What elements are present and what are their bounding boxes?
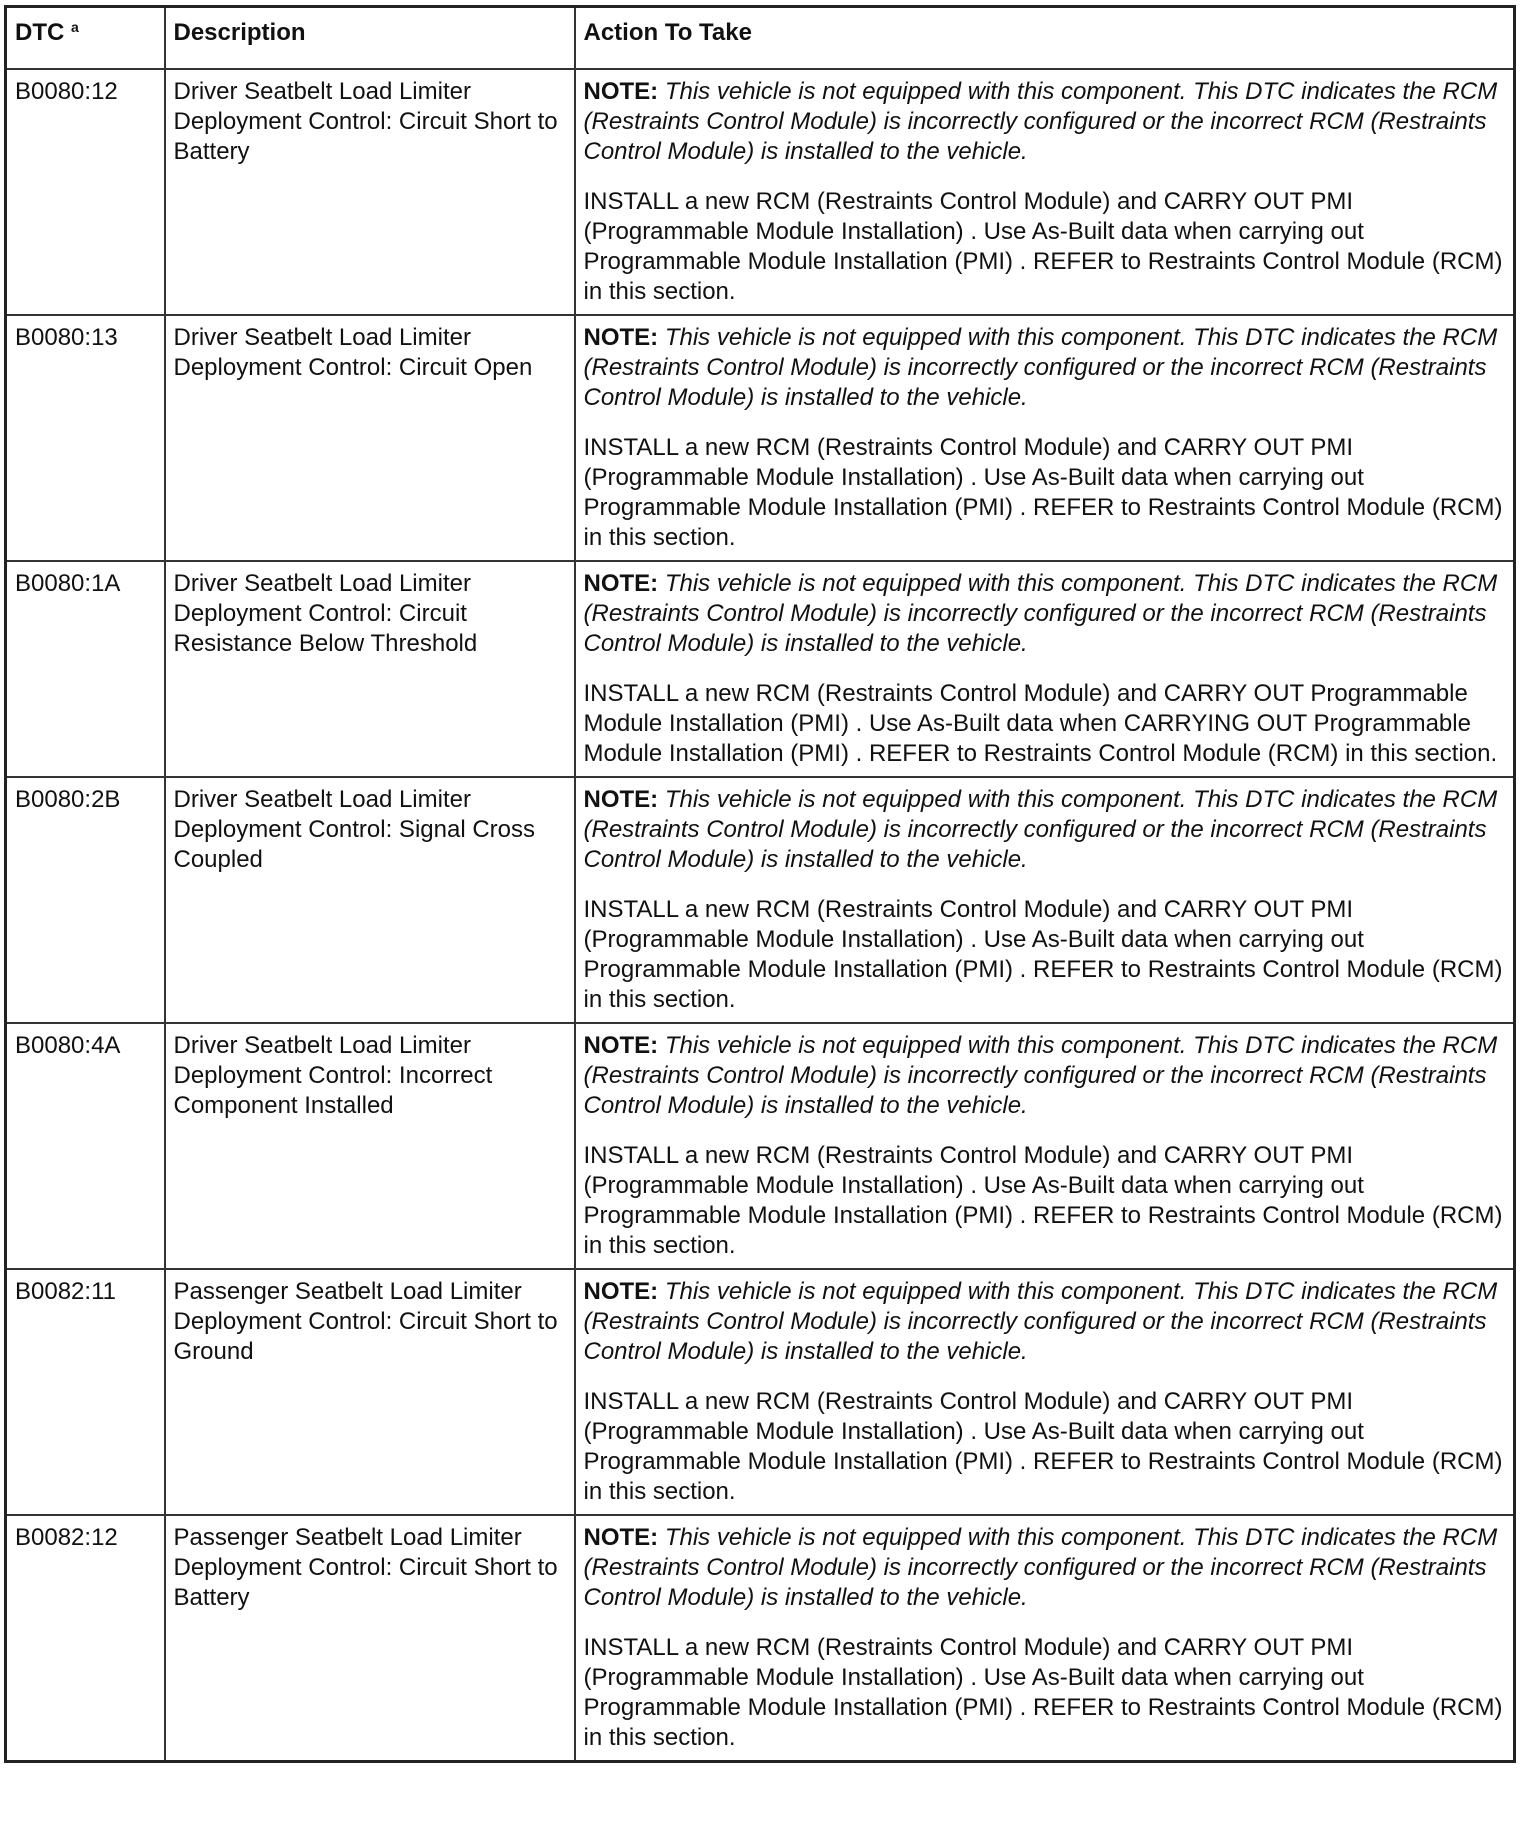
table-row (6, 69, 1515, 315)
dtc-code: B0080:12 (6, 69, 165, 315)
table-row (6, 1515, 1515, 1762)
note-label: NOTE: (583, 78, 659, 105)
dtc-table (4, 5, 1516, 1763)
dtc-code: B0080:2B (6, 777, 165, 1023)
note-paragraph (584, 569, 1506, 659)
action-cell (575, 561, 1515, 777)
dtc-description: Driver Seatbelt Load Limiter Deployment Control: Circuit Open (165, 315, 575, 561)
dtc-description: Driver Seatbelt Load Limiter Deployment Control: Circuit Resistance Below Threshold (165, 561, 575, 777)
table-row (6, 1023, 1515, 1269)
table-row (6, 561, 1515, 777)
action-cell (575, 777, 1515, 1023)
note-text: This vehicle is not equipped with this component. This DTC indicates the RCM (Restraints Control Module) is incorrectly configured or the incorrect RCM (Restraints Control Module) is installed to the vehicle. (583, 1032, 1498, 1119)
dtc-description: Driver Seatbelt Load Limiter Deployment Control: Incorrect Component Installed (165, 1023, 575, 1269)
action-cell (575, 69, 1515, 315)
note-text: This vehicle is not equipped with this component. This DTC indicates the RCM (Restraints Control Module) is incorrectly configured or the incorrect RCM (Restraints Control Module) is installed to the vehicle. (583, 1524, 1498, 1611)
dtc-description: Driver Seatbelt Load Limiter Deployment Control: Circuit Short to Battery (165, 69, 575, 315)
note-paragraph (584, 1277, 1506, 1367)
note-text: This vehicle is not equipped with this component. This DTC indicates the RCM (Restraints Control Module) is incorrectly configured or the incorrect RCM (Restraints Control Module) is installed to the vehicle. (583, 78, 1498, 165)
dtc-code: B0080:1A (6, 561, 165, 777)
dtc-description: Passenger Seatbelt Load Limiter Deployment Control: Circuit Short to Ground (165, 1269, 575, 1515)
table-row (6, 315, 1515, 561)
note-label: NOTE: (583, 324, 659, 351)
action-cell (575, 1515, 1515, 1762)
note-text: This vehicle is not equipped with this component. This DTC indicates the RCM (Restraints Control Module) is incorrectly configured or the incorrect RCM (Restraints Control Module) is installed to the vehicle. (583, 786, 1498, 873)
action-text: INSTALL a new RCM (Restraints Control Module) and CARRY OUT Programmable Module Installation (PMI) . Use As-Built data when CARRYING OUT Programmable Module Installation (PMI) . REFER to Restraints Control Module (RCM) in this section. (583, 680, 1498, 767)
dtc-code: B0082:11 (6, 1269, 165, 1515)
note-paragraph (584, 1523, 1506, 1613)
note-paragraph (584, 323, 1506, 413)
note-paragraph (584, 77, 1506, 167)
table-body (6, 69, 1515, 1762)
action-cell (575, 1023, 1515, 1269)
note-text: This vehicle is not equipped with this component. This DTC indicates the RCM (Restraints Control Module) is incorrectly configured or the incorrect RCM (Restraints Control Module) is installed to the vehicle. (583, 570, 1498, 657)
header-dtc-label: DTC (15, 19, 65, 46)
dtc-description: Passenger Seatbelt Load Limiter Deployment Control: Circuit Short to Battery (165, 1515, 575, 1762)
table-row (6, 777, 1515, 1023)
dtc-description: Driver Seatbelt Load Limiter Deployment Control: Signal Cross Coupled (165, 777, 575, 1023)
note-text: This vehicle is not equipped with this component. This DTC indicates the RCM (Restraints Control Module) is incorrectly configured or the incorrect RCM (Restraints Control Module) is installed to the vehicle. (583, 1278, 1498, 1365)
header-action: Action To Take (575, 7, 1515, 70)
note-label: NOTE: (583, 1524, 659, 1551)
dtc-code: B0082:12 (6, 1515, 165, 1762)
header-row (6, 7, 1515, 70)
note-text: This vehicle is not equipped with this component. This DTC indicates the RCM (Restraints Control Module) is incorrectly configured or the incorrect RCM (Restraints Control Module) is installed to the vehicle. (583, 324, 1498, 411)
action-text: INSTALL a new RCM (Restraints Control Module) and CARRY OUT PMI (Programmable Module Installation) . Use As-Built data when carrying out Programmable Module Installation (PMI) . REFER to Restraints Control Module (RCM) in this section. (583, 896, 1503, 1013)
header-dtc-footnote-marker: a (71, 19, 79, 35)
dtc-code: B0080:13 (6, 315, 165, 561)
note-label: NOTE: (583, 1032, 659, 1059)
action-text: INSTALL a new RCM (Restraints Control Module) and CARRY OUT PMI (Programmable Module Installation) . Use As-Built data when carrying out Programmable Module Installation (PMI) . REFER to Restraints Control Module (RCM) in this section. (583, 434, 1503, 551)
dtc-code: B0080:4A (6, 1023, 165, 1269)
note-paragraph (584, 785, 1506, 875)
note-paragraph (584, 1031, 1506, 1121)
note-label: NOTE: (583, 786, 659, 813)
action-text: INSTALL a new RCM (Restraints Control Module) and CARRY OUT PMI (Programmable Module Installation) . Use As-Built data when carrying out Programmable Module Installation (PMI) . REFER to Restraints Control Module (RCM) in this section. (583, 1634, 1503, 1751)
header-description: Description (165, 7, 575, 70)
action-text: INSTALL a new RCM (Restraints Control Module) and CARRY OUT PMI (Programmable Module Installation) . Use As-Built data when carrying out Programmable Module Installation (PMI) . REFER to Restraints Control Module (RCM) in this section. (583, 188, 1503, 305)
table-header (6, 7, 1515, 70)
table-row (6, 1269, 1515, 1515)
note-label: NOTE: (583, 1278, 659, 1305)
action-cell (575, 315, 1515, 561)
action-text: INSTALL a new RCM (Restraints Control Module) and CARRY OUT PMI (Programmable Module Installation) . Use As-Built data when carrying out Programmable Module Installation (PMI) . REFER to Restraints Control Module (RCM) in this section. (583, 1142, 1503, 1259)
note-label: NOTE: (583, 570, 659, 597)
action-cell (575, 1269, 1515, 1515)
action-text: INSTALL a new RCM (Restraints Control Module) and CARRY OUT PMI (Programmable Module Installation) . Use As-Built data when carrying out Programmable Module Installation (PMI) . REFER to Restraints Control Module (RCM) in this section. (583, 1388, 1503, 1505)
header-dtc (6, 7, 165, 70)
